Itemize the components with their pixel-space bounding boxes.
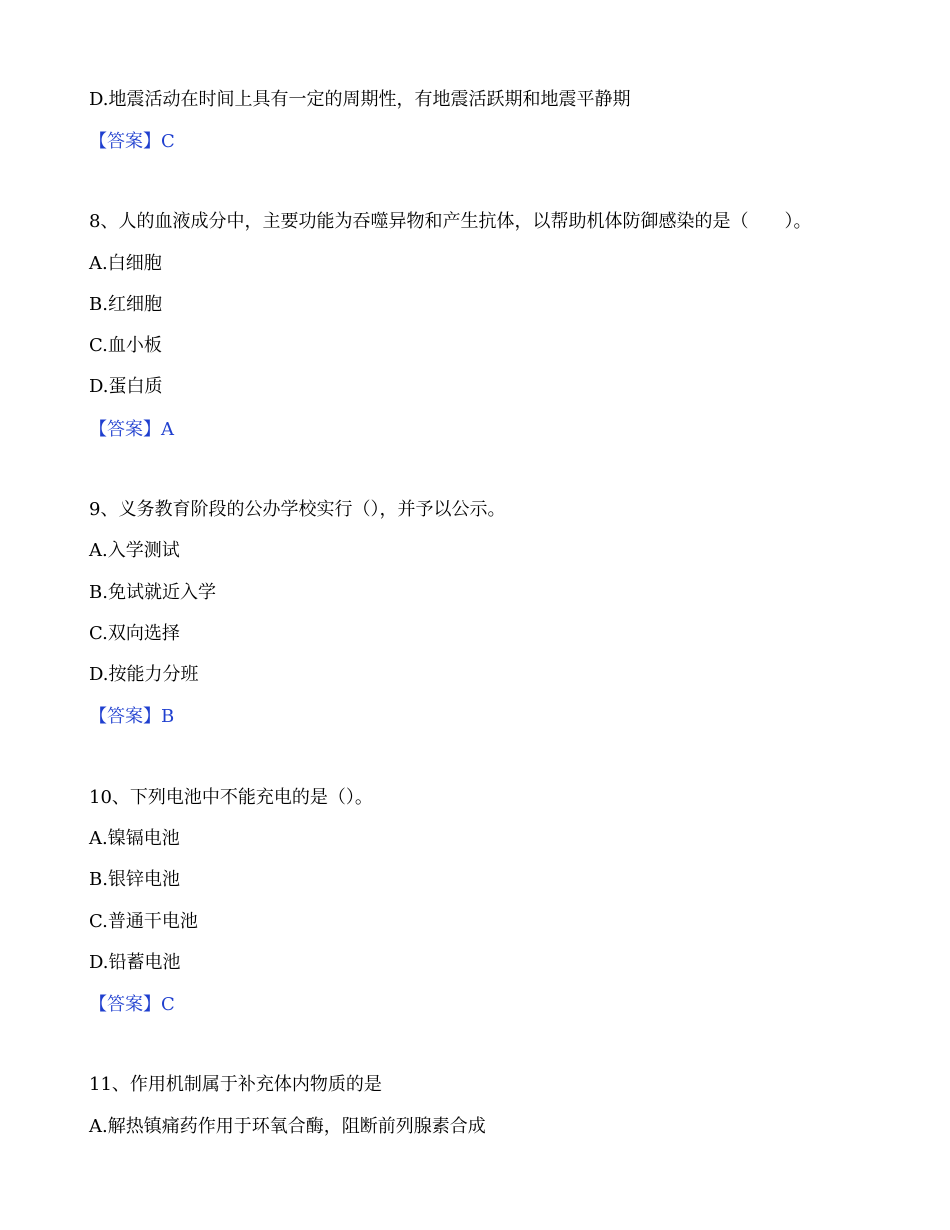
prev-option-d: D.地震活动在时间上具有一定的周期性，有地震活跃期和地震平静期 <box>89 89 631 110</box>
q8-option-c: C.血小板 <box>89 335 162 356</box>
q9-question: 9、义务教育阶段的公办学校实行（），并予以公示。 <box>89 499 506 520</box>
q9-option-a: A.入学测试 <box>89 540 180 561</box>
q11-question: 11、作用机制属于补充体内物质的是 <box>89 1074 382 1095</box>
q8-question: 8、人的血液成分中，主要功能为吞噬异物和产生抗体，以帮助机体防御感染的是（ ）。 <box>89 211 812 232</box>
q10-option-a: A.镍镉电池 <box>89 828 180 849</box>
q9-option-b: B.免试就近入学 <box>89 582 216 603</box>
q9-option-d: D.按能力分班 <box>89 664 199 685</box>
q10-question: 10、下列电池中不能充电的是（）。 <box>89 787 373 808</box>
q10-answer: 【答案】C <box>89 994 175 1015</box>
q8-option-a: A.白细胞 <box>89 253 162 274</box>
q10-option-b: B.银锌电池 <box>89 869 180 890</box>
q8-option-b: B.红细胞 <box>89 294 162 315</box>
q8-answer: 【答案】A <box>89 419 174 440</box>
q10-option-c: C.普通干电池 <box>89 911 198 932</box>
prev-answer: 【答案】C <box>89 131 175 152</box>
q11-option-a: A.解热镇痛药作用于环氧合酶，阻断前列腺素合成 <box>89 1116 486 1137</box>
q8-option-d: D.蛋白质 <box>89 376 163 397</box>
q9-option-c: C.双向选择 <box>89 623 180 644</box>
q9-answer: 【答案】B <box>89 706 175 727</box>
q10-option-d: D.铅蓄电池 <box>89 952 181 973</box>
